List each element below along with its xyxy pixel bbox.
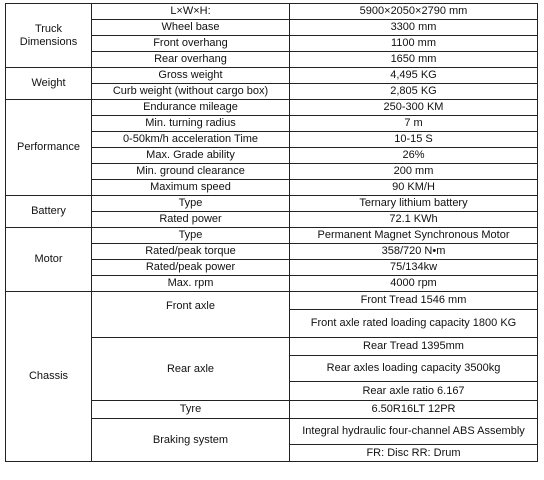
spec-label-tyre: Tyre <box>92 401 290 419</box>
table-row <box>6 68 538 84</box>
spec-value: Rear axles loading capacity 3500kg <box>290 356 538 382</box>
spec-value: 4000 rpm <box>290 276 538 292</box>
spec-value: Front Tread 1546 mm <box>290 292 538 310</box>
spec-value: Rear axle ratio 6.167 <box>290 382 538 401</box>
spec-label: Max. rpm <box>92 276 290 292</box>
spec-value: 1650 mm <box>290 52 538 68</box>
spec-label: Type <box>92 228 290 244</box>
spec-value: FR: Disc RR: Drum <box>290 445 538 462</box>
spec-value: 7 m <box>290 116 538 132</box>
table-row <box>6 196 538 212</box>
spec-label: Front overhang <box>92 36 290 52</box>
spec-label: Rated/peak torque <box>92 244 290 260</box>
spec-value: Ternary lithium battery <box>290 196 538 212</box>
spec-label: L×W×H: <box>92 4 290 20</box>
spec-value: 4,495 KG <box>290 68 538 84</box>
spec-label: Gross weight <box>92 68 290 84</box>
spec-value: 6.50R16LT 12PR <box>290 401 538 419</box>
category-weight: Weight <box>6 68 92 100</box>
table-row <box>6 228 538 244</box>
spec-label: Max. Grade ability <box>92 148 290 164</box>
spec-label-braking-system: Braking system <box>92 419 290 462</box>
spec-value: Integral hydraulic four-channel ABS Assembly <box>290 419 538 445</box>
category-performance: Performance <box>6 100 92 196</box>
table-row <box>6 100 538 116</box>
spec-value: 358/720 N•m <box>290 244 538 260</box>
spec-value: Front axle rated loading capacity 1800 KG <box>290 310 538 338</box>
category-battery: Battery <box>6 196 92 228</box>
category-motor: Motor <box>6 228 92 292</box>
spec-value: 75/134kw <box>290 260 538 276</box>
spec-label: Rated/peak power <box>92 260 290 276</box>
spec-label: Rear overhang <box>92 52 290 68</box>
spec-value: 2,805 KG <box>290 84 538 100</box>
spec-value: 10-15 S <box>290 132 538 148</box>
spec-value: 72.1 KWh <box>290 212 538 228</box>
spec-label: 0-50km/h acceleration Time <box>92 132 290 148</box>
spec-label: Wheel base <box>92 20 290 36</box>
spec-label: Curb weight (without cargo box) <box>92 84 290 100</box>
spec-label: Rated power <box>92 212 290 228</box>
table-row <box>6 4 538 20</box>
spec-value: 5900×2050×2790 mm <box>290 4 538 20</box>
spec-label: Min. ground clearance <box>92 164 290 180</box>
spec-value: 250-300 KM <box>290 100 538 116</box>
spec-label: Type <box>92 196 290 212</box>
spec-label: Maximum speed <box>92 180 290 196</box>
spec-label-front-axle: Front axle <box>92 292 290 338</box>
category-truck-dimensions: Truck Dimensions <box>6 4 92 68</box>
spec-table <box>5 3 538 462</box>
spec-value: 26% <box>290 148 538 164</box>
spec-value: Rear Tread 1395mm <box>290 338 538 356</box>
spec-label: Endurance mileage <box>92 100 290 116</box>
spec-value: Permanent Magnet Synchronous Motor <box>290 228 538 244</box>
spec-value: 1100 mm <box>290 36 538 52</box>
spec-value: 90 KM/H <box>290 180 538 196</box>
spec-value: 3300 mm <box>290 20 538 36</box>
spec-value: 200 mm <box>290 164 538 180</box>
spec-label-rear-axle: Rear axle <box>92 338 290 401</box>
spec-label: Min. turning radius <box>92 116 290 132</box>
table-row <box>6 292 538 310</box>
category-chassis: Chassis <box>6 292 92 462</box>
